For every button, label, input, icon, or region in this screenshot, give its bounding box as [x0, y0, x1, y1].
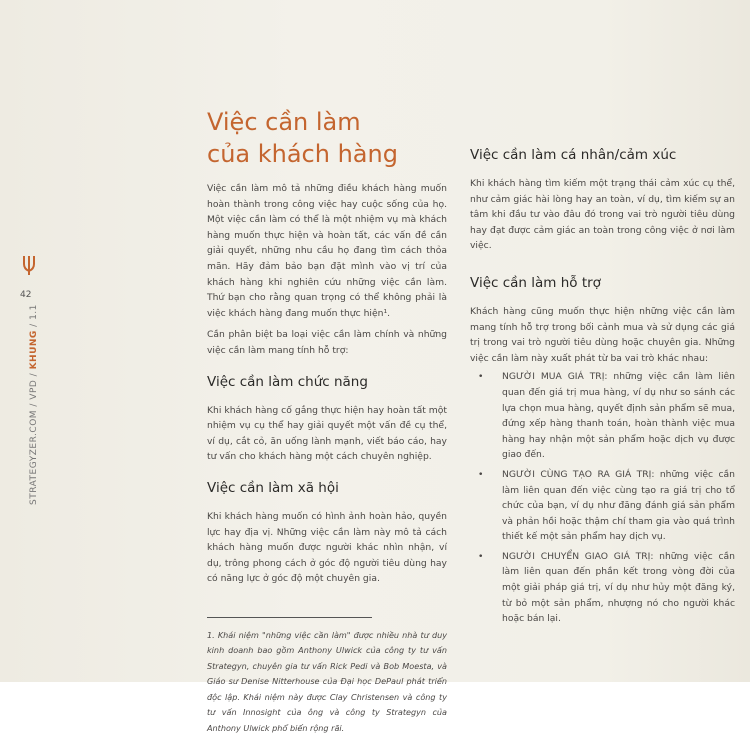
heading-supporting: Việc cần làm hỗ trợ	[470, 274, 601, 291]
heading-functional: Việc cần làm chức năng	[207, 373, 368, 390]
breadcrumb-highlight: KHUNG	[29, 330, 39, 370]
list-item: • NGƯỜI MUA GIÁ TRỊ: những việc cần làm liên quan đến giá trị mua hàng, ví dụ như so sánh các lựa chọn mua hàng, quyết định sản phẩm sẽ mua, đứng xếp hàng thanh toán, hoàn thành việc mua hàng hay nhận một sản phẩm hoặc dịch vụ được giao đến.	[502, 369, 735, 463]
page-title	[207, 106, 398, 170]
list-item: • NGƯỜI CÙNG TẠO RA GIÁ TRỊ: những việc cần làm liên quan đến việc cùng tạo ra giá trị cho tổ chức của bạn, ví dụ như đăng đánh giá sản phẩm và phản hồi hoặc thậm chí tham gia vào quá trình thiết kế một sản phẩm hay dịch vụ.	[502, 467, 735, 545]
paragraph-supporting: Khách hàng cũng muốn thực hiện những việc cần làm mang tính hỗ trợ trong bối cảnh mua và sử dụng các giá trị trong vai trò người tiêu dùng hoặc chuyên gia. Những việc cần làm này xuất phát từ ba vai trò khác nhau:	[470, 305, 735, 364]
footnote-divider	[207, 617, 372, 618]
page-number: 42	[20, 290, 32, 300]
breadcrumb-suffix: / 1.1	[29, 304, 39, 331]
roles-list	[470, 369, 735, 627]
breadcrumb	[29, 304, 39, 505]
footnote: 1. Khái niệm "những việc cần làm" được nhiều nhà tư duy kinh doanh bao gồm Anthony Ulwick của công ty tư vấn Strategyn, chuyên gia tư vấn Rick Pedi và Bob Moesta, và Giáo sư Denise Nitterhouse của Đại học DePaul phát triển độc lập. Khái niệm này được Clay Christensen và công ty tư vấn Innosight của ông và công ty Strategyn của Anthony Ulwick phổ biến rộng rãi.	[207, 629, 447, 733]
breadcrumb-prefix: STRATEGYZER.COM / VPD /	[29, 369, 39, 505]
list-item: • NGƯỜI CHUYỂN GIAO GIÁ TRỊ: những việc cần làm liên quan đến phần kết trong vòng đời của một giải pháp giá trị, ví dụ như hủy một đăng ký, từ bỏ một sản phẩm, nhượng nó cho người khác hoặc bán lại.	[502, 549, 735, 627]
paragraph-emotional: Khi khách hàng tìm kiếm một trạng thái cảm xúc cụ thể, như cảm giác hài lòng hay an toàn, ví dụ, tìm kiếm sự an tâm khi đầu tư vào đâu đó trong vai trò người tiêu dùng hay đạt được cảm giác an toàn trong công việc ở nơi làm việc.	[470, 178, 735, 252]
title-line-1: Việc cần làm	[207, 108, 361, 136]
heading-emotional: Việc cần làm cá nhân/cảm xúc	[470, 147, 677, 163]
paragraph-social: Khi khách hàng muốn có hình ảnh hoàn hảo, quyền lực hay địa vị. Những việc cần làm này mô tả cách khách hàng muốn được người khác nhìn nhận, ví dụ, trông phong cách ở góc độ người tiêu dùng hay có năng lực ở góc độ một chuyên gia.	[207, 510, 447, 585]
left-column	[207, 181, 447, 742]
intro-paragraph: Việc cần làm mô tả những điều khách hàng muốn hoàn thành trong công việc hay cuộc sống của họ. Một việc cần làm có thể là một nhiệm vụ mà khách hàng muốn thực hiện và hoàn tất, các vấn đề cần giải quyết, những nhu cầu họ đang tìm cách thỏa mãn. Hãy đảm bảo bạn đặt mình vào vị trí của khách hàng khi nghiên cứu những việc cần làm. Thứ bạn cho rằng quan trọng có thể không phải là việc khách hàng đang muốn thực hiện¹.	[207, 183, 447, 319]
paragraph-functional: Khi khách hàng cố gắng thực hiện hay hoàn tất một nhiệm vụ cụ thể hay giải quyết một vấn đề cụ thể, ví dụ, cắt cỏ, ăn uống lành mạnh, viết báo cáo, hay tư vấn cho khách hàng một cách chuyên nghiệp.	[207, 404, 447, 463]
right-column	[470, 146, 735, 631]
heading-social: Việc cần làm xã hội	[207, 479, 339, 496]
title-line-2: của khách hàng	[207, 140, 398, 168]
intro-paragraph-2: Cần phân biệt ba loại việc cần làm chính và những việc cần làm mang tính hỗ trợ:	[207, 329, 447, 356]
fork-logo-icon	[21, 254, 37, 276]
